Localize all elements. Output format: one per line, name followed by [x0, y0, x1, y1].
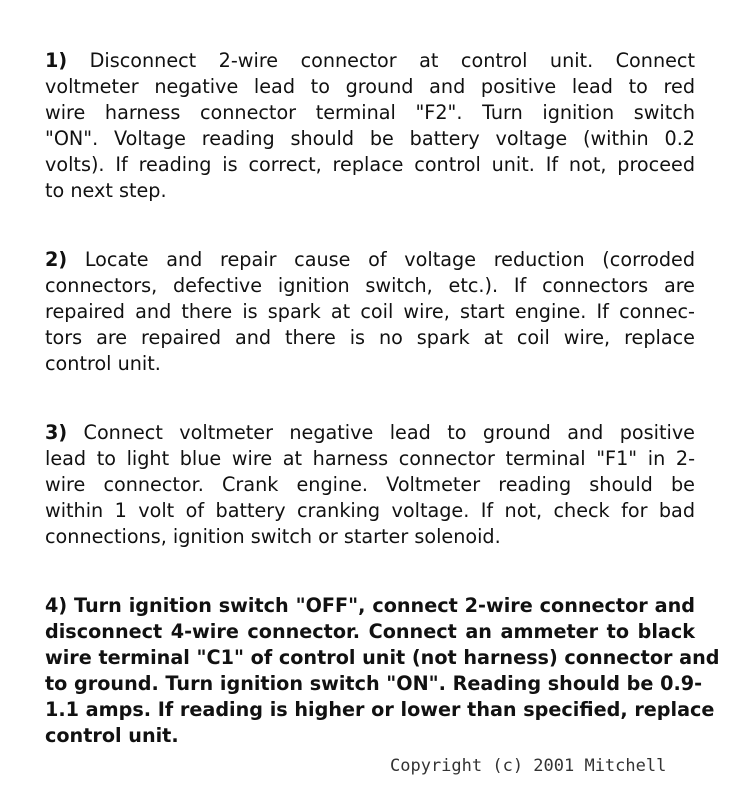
step-line: repaired and there is spark at coil wire, start engine. If connec-	[45, 300, 695, 323]
step-line: tors are repaired and there is no spark at coil wire, replace	[45, 326, 695, 349]
step-text: Connect voltmeter negative lead to ground and positive	[83, 421, 695, 444]
step-text: Disconnect 2-wire connector at control unit. Connect	[89, 49, 695, 72]
step-line: "ON". Voltage reading should be battery voltage (within 0.2	[45, 127, 695, 150]
step-text: Turn ignition switch "OFF", connect 2-wire connector and	[74, 594, 695, 617]
step-line: wire connector. Crank engine. Voltmeter reading should be	[45, 473, 695, 496]
step-line: 1.1 amps. If reading is higher or lower than specified, replace	[45, 698, 715, 721]
step-number: 4)	[45, 594, 68, 617]
step-line: lead to light blue wire at harness connector terminal "F1" in 2-	[45, 447, 695, 470]
step-line: control unit.	[45, 724, 179, 747]
step-text: Locate and repair cause of voltage reduction (corroded	[84, 248, 695, 271]
step-number: 2)	[45, 248, 68, 271]
step-number: 3)	[45, 421, 68, 444]
step-2	[45, 247, 695, 377]
step-3	[45, 420, 695, 550]
step-line: voltmeter negative lead to ground and positive lead to red	[45, 75, 695, 98]
step-line: to ground. Turn ignition switch "ON". Reading should be 0.9-	[45, 672, 703, 695]
step-line	[45, 420, 695, 446]
copyright-notice: Copyright (c) 2001 Mitchell	[390, 756, 667, 776]
step-1	[45, 48, 695, 204]
step-number: 1)	[45, 49, 68, 72]
step-line	[45, 48, 695, 74]
step-line	[45, 593, 695, 619]
step-line: control unit.	[45, 352, 161, 375]
procedure-steps	[45, 48, 720, 792]
step-line: wire harness connector terminal "F2". Turn ignition switch	[45, 101, 695, 124]
step-line: wire terminal "C1" of control unit (not harness) connector and	[45, 646, 720, 669]
step-line: connectors, defective ignition switch, etc.). If connectors are	[45, 274, 695, 297]
step-line: within 1 volt of battery cranking voltage. If not, check for bad	[45, 499, 695, 522]
step-line: disconnect 4-wire connector. Connect an ammeter to black	[45, 620, 695, 643]
step-line: volts). If reading is correct, replace control unit. If not, proceed	[45, 153, 695, 176]
step-line: connections, ignition switch or starter solenoid.	[45, 525, 501, 548]
step-line	[45, 247, 695, 273]
step-4	[45, 593, 720, 749]
step-line: to next step.	[45, 179, 167, 202]
